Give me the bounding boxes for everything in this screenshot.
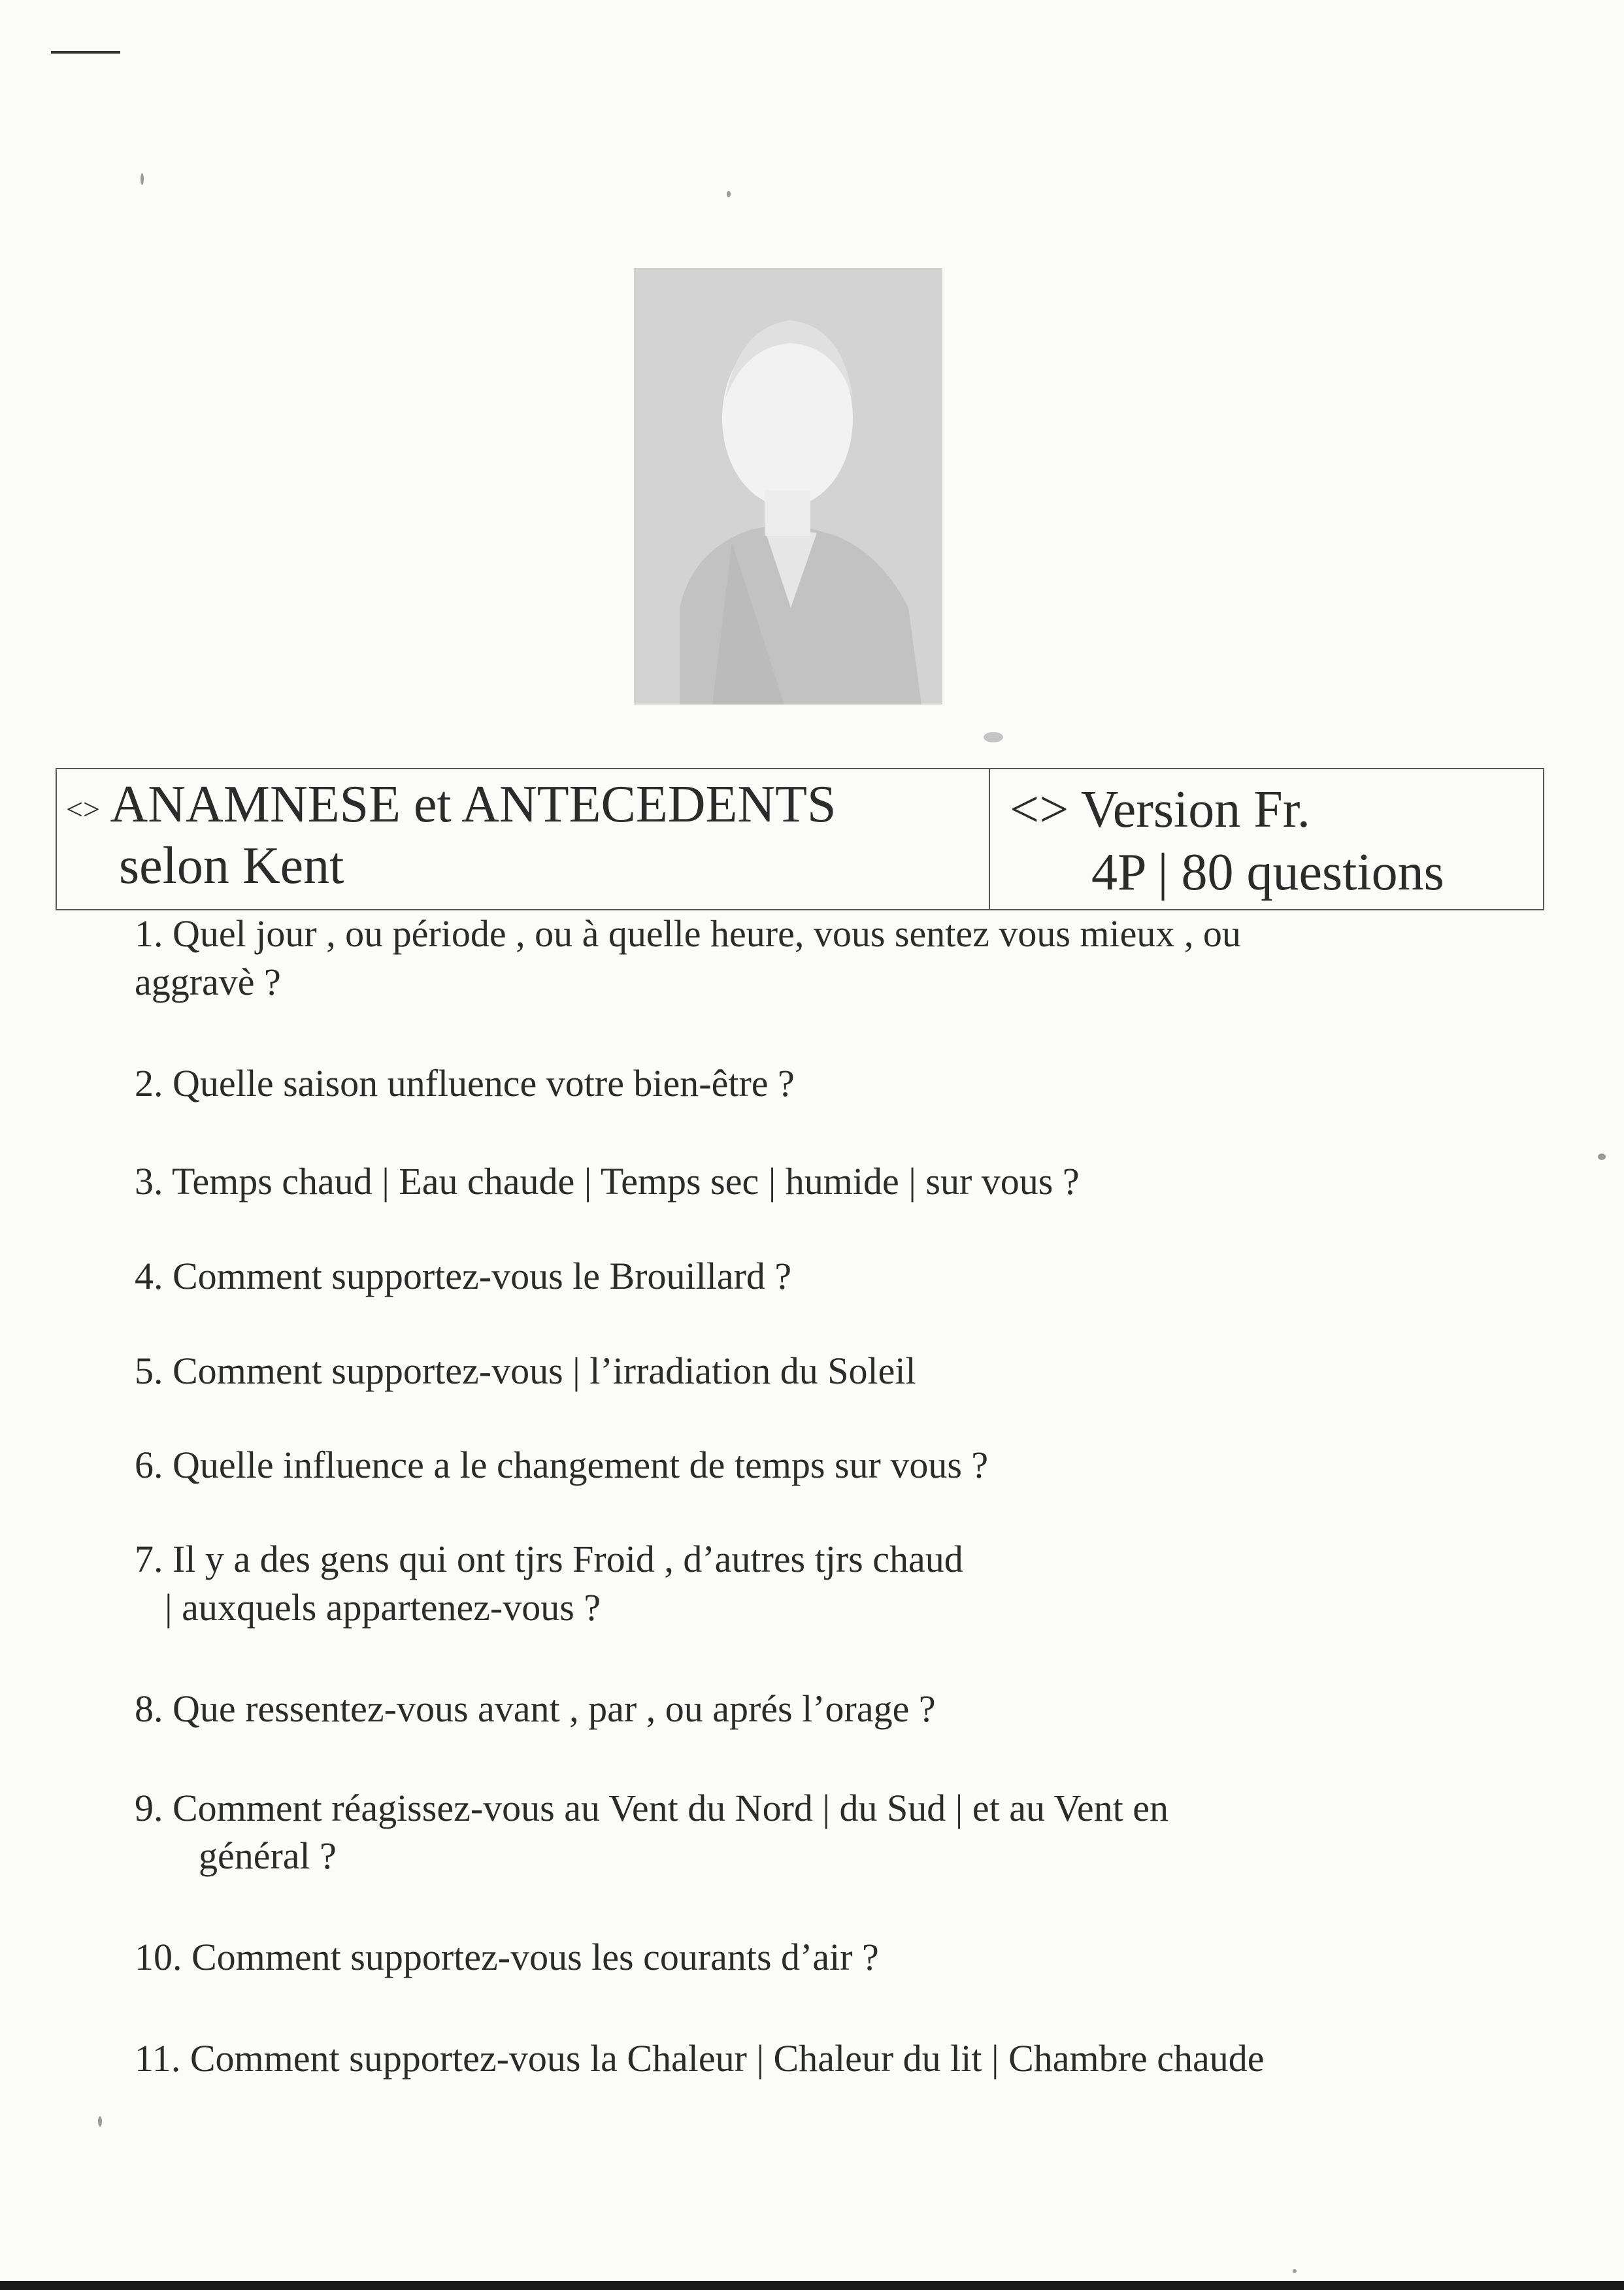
header-title-line2: selon Kent: [119, 837, 344, 895]
header-table: [56, 768, 1544, 910]
header-version-line1: <> Version Fr.: [1010, 781, 1310, 838]
header-title-cell: [57, 769, 990, 909]
question-4: 4. Comment supportez-vous le Brouillard ?: [135, 1255, 792, 1297]
header-version-line2: 4P | 80 questions: [1091, 844, 1444, 901]
question-9-line2: général ?: [199, 1834, 337, 1877]
scan-speck: [984, 732, 1003, 742]
diamond-marker-icon: <>: [66, 792, 100, 826]
question-1-line2: aggravè ?: [135, 961, 281, 1003]
question-3: 3. Temps chaud | Eau chaude | Temps sec | humide | sur vous ?: [135, 1160, 1080, 1203]
portrait-photo: [634, 268, 942, 705]
scan-speck: [1293, 2269, 1297, 2273]
scan-mark: [51, 51, 120, 54]
header-title-line1: <> ANAMNESE et ANTECEDENTS: [66, 776, 837, 833]
scan-speck: [141, 173, 144, 185]
question-5: 5. Comment supportez-vous | l’irradiation du Soleil: [135, 1350, 916, 1392]
scan-speck: [1598, 1153, 1606, 1160]
question-1-line1: 1. Quel jour , ou période , ou à quelle heure, vous sentez vous mieux , ou: [135, 912, 1241, 955]
scan-speck: [98, 2116, 102, 2127]
scan-bottom-edge: [0, 2281, 1624, 2290]
question-9-line1: 9. Comment réagissez-vous au Vent du Nord | du Sud | et au Vent en: [135, 1787, 1169, 1829]
question-10: 10. Comment supportez-vous les courants d’air ?: [135, 1936, 879, 1978]
question-7-line2: | auxquels appartenez-vous ?: [165, 1586, 601, 1629]
question-11: 11. Comment supportez-vous la Chaleur | Chaleur du lit | Chambre chaude: [135, 2037, 1265, 2080]
header-version-cell: [990, 769, 1543, 909]
scan-speck: [727, 191, 731, 197]
question-6: 6. Quelle influence a le changement de temps sur vous ?: [135, 1444, 989, 1486]
question-8: 8. Que ressentez-vous avant , par , ou aprés l’orage ?: [135, 1687, 936, 1730]
question-2: 2. Quelle saison unfluence votre bien-être ?: [135, 1062, 795, 1104]
question-7-line1: 7. Il y a des gens qui ont tjrs Froid , d’autres tjrs chaud: [135, 1538, 963, 1580]
diamond-marker-icon: <>: [1010, 781, 1069, 838]
